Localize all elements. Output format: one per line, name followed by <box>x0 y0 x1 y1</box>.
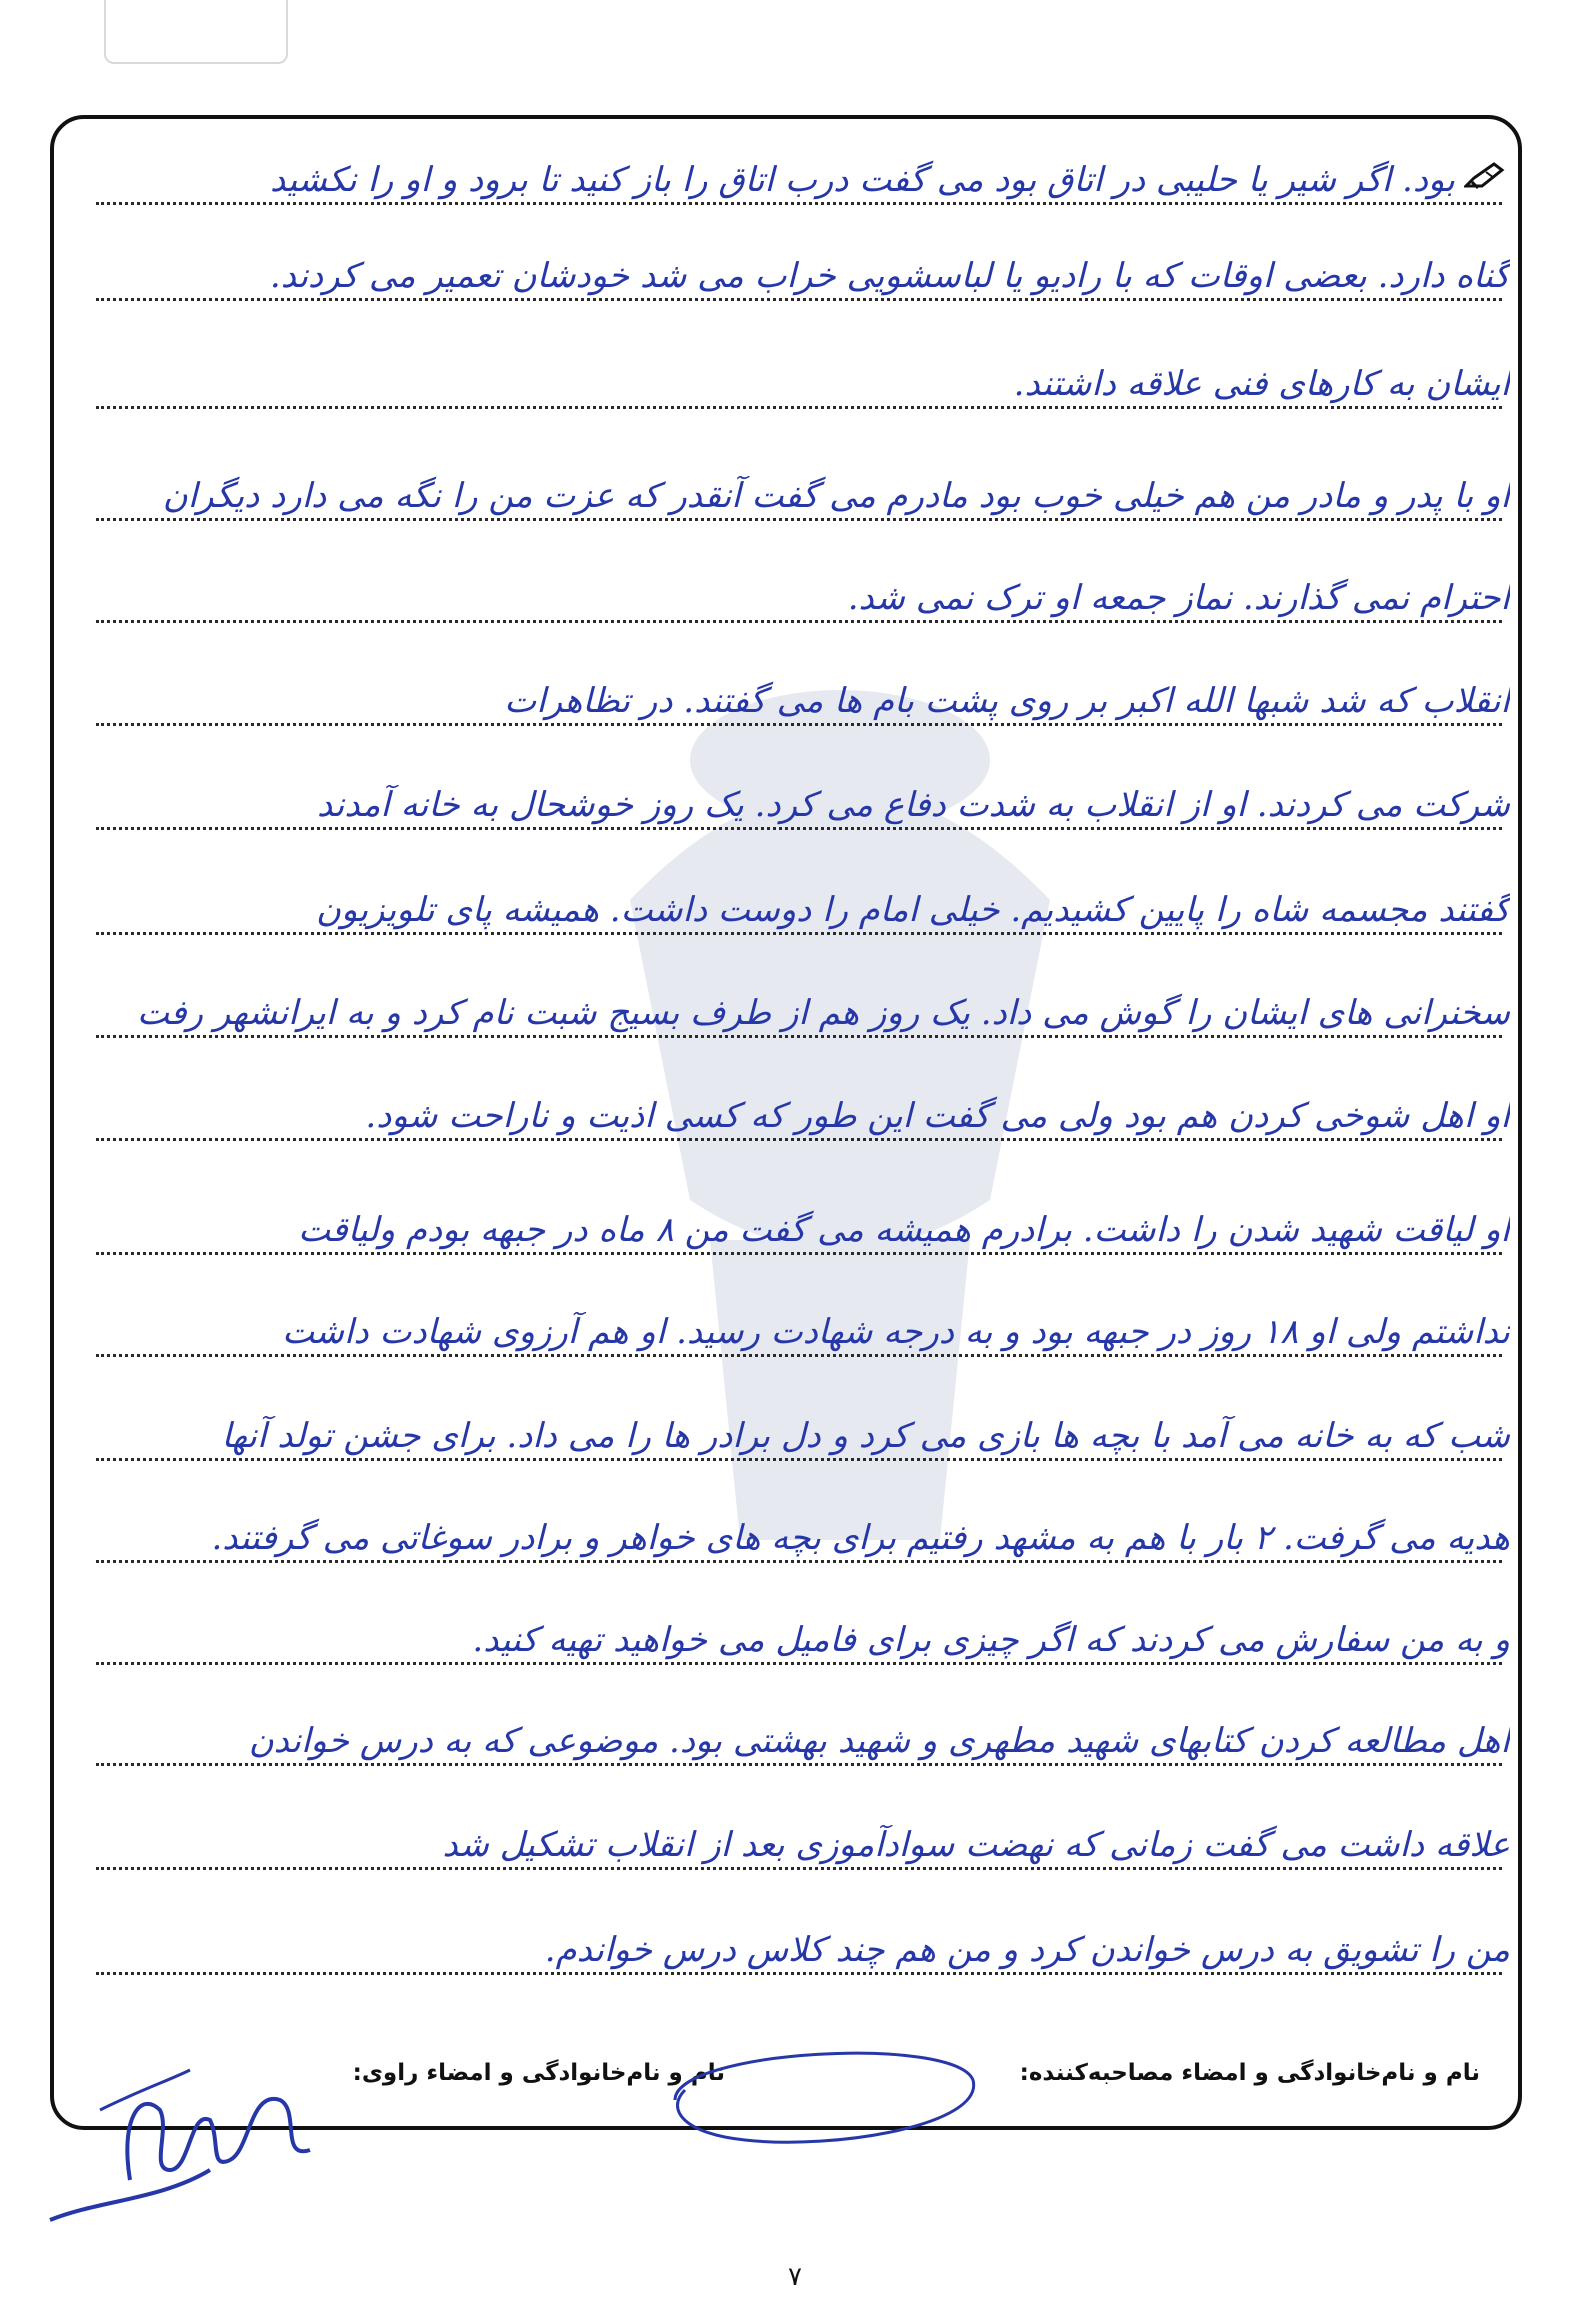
ruled-line <box>96 1354 1502 1357</box>
interviewer-signature <box>655 2030 985 2155</box>
ruled-line <box>96 1662 1502 1665</box>
ruled-line <box>96 1138 1502 1141</box>
narrator-signature-label: نام و نام‌خانوادگی و امضاء راوی: <box>352 2060 725 2086</box>
pen-icon <box>1464 160 1506 190</box>
handwritten-line: سخنرانی های ایشان را گوش می داد. یک روز هم از طرف بسیج شبت نام کرد و به ایرانشهر رفت <box>137 993 1510 1033</box>
handwritten-line: هدیه می گرفت. ۲ بار با هم به مشهد رفتیم برای بچه های خواهر و برادر سوغاتی می گرفتند. <box>211 1518 1510 1558</box>
ruled-line <box>96 620 1502 623</box>
page-number: ۷ <box>788 2262 802 2292</box>
handwritten-line: نداشتم ولی او ۱۸ روز در جبهه بود و به درجه شهادت رسید. او هم آرزوی شهادت داشت <box>282 1312 1510 1352</box>
handwritten-line: اهل مطالعه کردن کتابهای شهید مطهری و شهید بهشتی بود. موضوعی که به درس خواندن <box>248 1721 1510 1761</box>
ruled-line <box>96 1458 1502 1461</box>
handwritten-line: او اهل شوخی کردن هم بود ولی می گفت این طور که کسی اذیت و ناراحت شود. <box>365 1096 1510 1136</box>
ruled-line <box>96 932 1502 935</box>
handwritten-line: و به من سفارش می کردند که اگر چیزی برای فامیل می خواهید تهیه کنید. <box>472 1620 1510 1660</box>
narrator-signature <box>40 2050 330 2250</box>
handwritten-line: احترام نمی گذارند. نماز جمعه او ترک نمی شد. <box>847 578 1510 618</box>
ruled-line <box>96 1763 1502 1766</box>
ruled-line <box>96 298 1502 301</box>
ruled-line <box>96 1252 1502 1255</box>
ruled-line <box>96 827 1502 830</box>
ruled-line <box>96 1560 1502 1563</box>
ruled-line <box>96 723 1502 726</box>
interviewer-signature-label: نام و نام‌خانوادگی و امضاء مصاحبه‌کننده: <box>1019 2060 1480 2086</box>
ruled-line <box>96 202 1502 205</box>
handwritten-line: گفتند مجسمه شاه را پایین کشیدیم. خیلی امام را دوست داشت. همیشه پای تلویزیون <box>316 890 1510 930</box>
archive-stamp <box>104 0 288 64</box>
handwritten-line: شرکت می کردند. او از انقلاب به شدت دفاع می کرد. یک روز خوشحال به خانه آمدند <box>317 785 1510 825</box>
handwritten-line: بود. اگر شیر یا حلیبی در اتاق بود می گفت درب اتاق را باز کنید تا برود و او را نکشید <box>270 160 1455 200</box>
ruled-line <box>96 1035 1502 1038</box>
ruled-line <box>96 1867 1502 1870</box>
handwritten-line: او لیاقت شهید شدن را داشت. برادرم همیشه می گفت من ۸ ماه در جبهه بودم ولیاقت <box>298 1210 1510 1250</box>
handwritten-line: علاقه داشت می گفت زمانی که نهضت سوادآموزی بعد از انقلاب تشکیل شد <box>442 1825 1510 1865</box>
handwritten-line: او با پدر و مادر من هم خیلی خوب بود مادرم می گفت آنقدر که عزت من را نگه می دارد دیگران <box>162 476 1510 516</box>
ruled-line <box>96 518 1502 521</box>
ruled-line <box>96 1972 1502 1975</box>
handwritten-line: گناه دارد. بعضی اوقات که با رادیو یا لباسشویی خراب می شد خودشان تعمیر می کردند. <box>269 256 1510 296</box>
ruled-line <box>96 406 1502 409</box>
handwritten-line: شب که به خانه می آمد با بچه ها بازی می کرد و دل برادر ها را می داد. برای جشن تولد آنها <box>221 1416 1510 1456</box>
handwritten-line: من را تشویق به درس خواندن کرد و من هم چند کلاس درس خواندم. <box>544 1930 1510 1970</box>
handwritten-line: ایشان به کارهای فنی علاقه داشتند. <box>1013 364 1510 404</box>
handwritten-line: انقلاب که شد شبها الله اکبر بر روی پشت بام ها می گفتند. در تظاهرات <box>504 681 1510 721</box>
